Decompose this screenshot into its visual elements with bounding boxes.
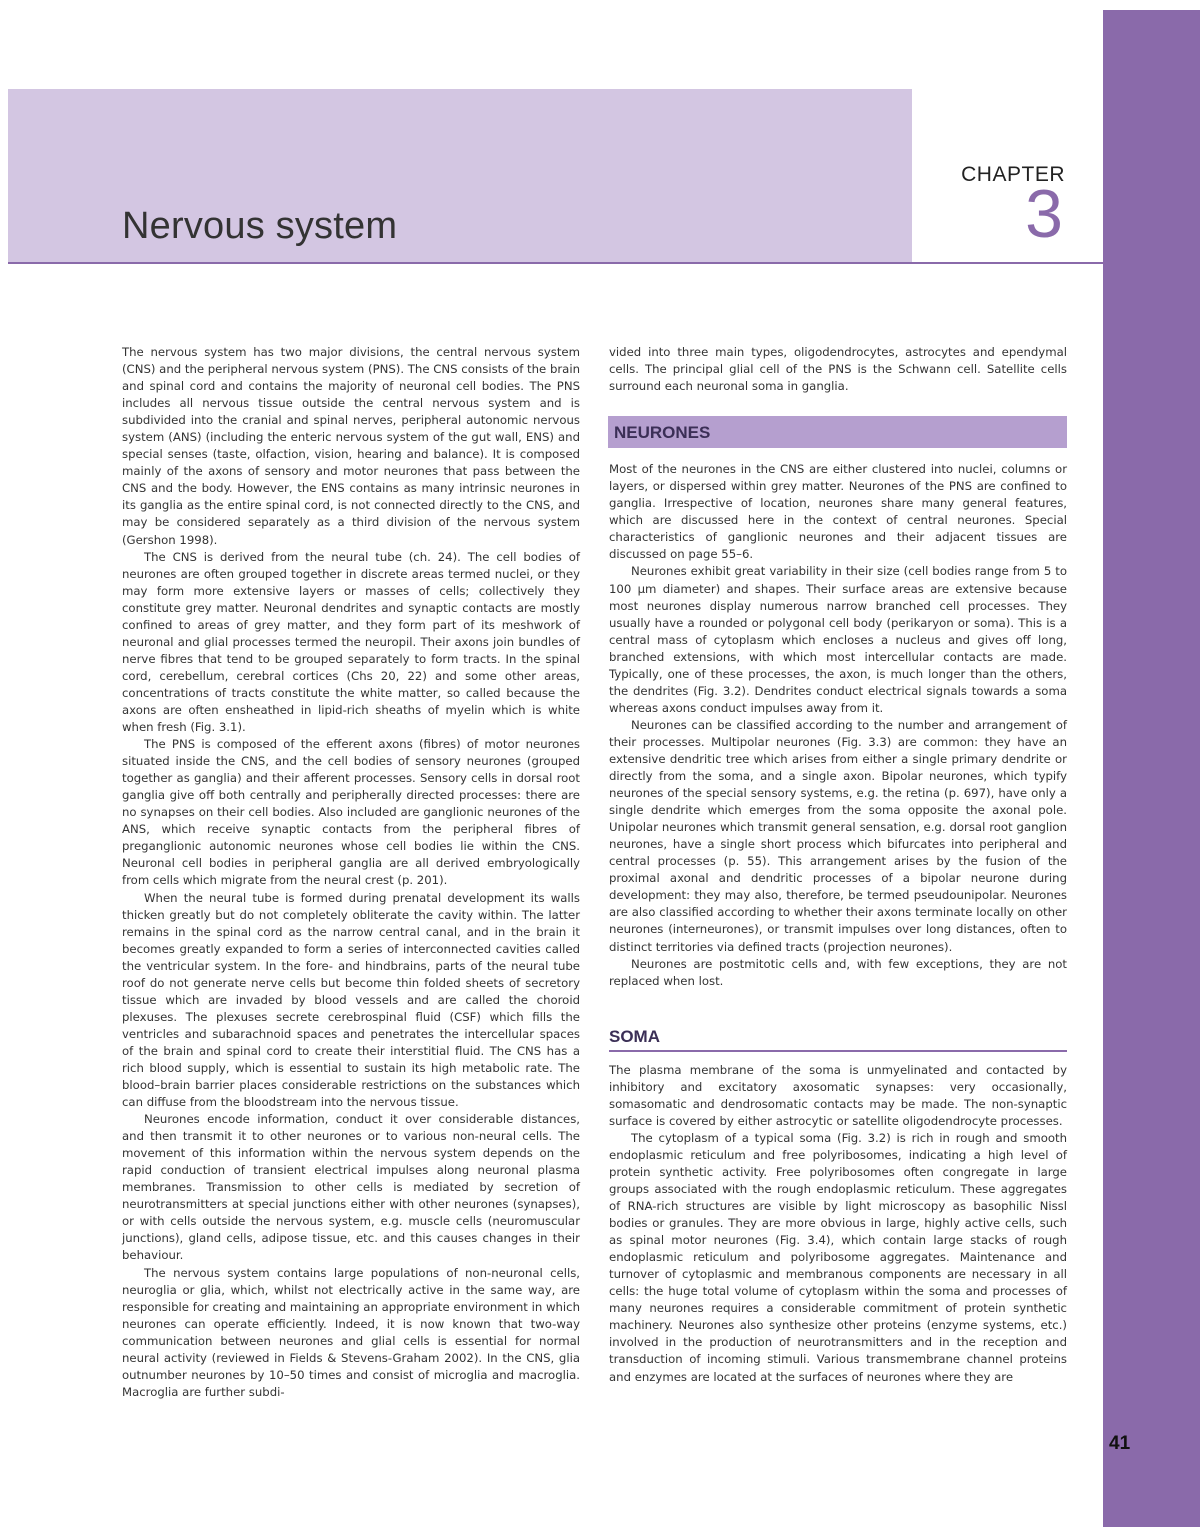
chapter-number: 3	[1025, 176, 1063, 252]
section-heading-soma: SOMA	[609, 1024, 1067, 1052]
section-heading-neurones: NEURONES	[608, 416, 1067, 448]
right-column	[609, 344, 1067, 1386]
paragraph: The plasma membrane of the soma is unmyelinated and contacted by inhibitory and excitatory axosomatic synapses: very occasionally, somasomatic and dendrosomatic contacts may be made. The non-synaptic surface is covered by either astrocytic or satellite oligodendrocyte processes.	[609, 1062, 1067, 1128]
header-rule	[8, 262, 1103, 264]
paragraph: Neurones can be classified according to the number and arrangement of their processes. Multipolar neurones (Fig. 3.3) are common: they have an extensive dendritic tree which arises from either a single primary dendrite or directly from the soma, and a single axon. Bipolar neurones, which typify neurones of the special sensory systems, e.g. the retina (p. 697), have only a single dendrite which emerges from the soma opposite the axonal pole. Unipolar neurones which transmit general sensation, e.g. dorsal root ganglion neurones, have a single short process which bifurcates into peripheral and central processes (p. 55). This arrangement arises by the fusion of the proximal axonal and dendritic processes of a bipolar neurone during development: they may also, therefore, be termed pseudounipolar. Neurones are also classified according to whether their axons terminate locally on other neurones (interneurones), or transmit impulses over long distances, often to distinct territories via defined tracts (projection neurones).	[609, 717, 1067, 954]
paragraph: The nervous system contains large populations of non-neuronal cells, neuroglia or glia, which, whilst not electrically active in the same way, are responsible for creating and maintaining an appropriate environment in which neurones can operate efficiently. Indeed, it is now known that two-way communication between neurones and glial cells is essential for normal neural activity (reviewed in Fields & Stevens-Graham 2002). In the CNS, glia outnumber neurones by 10–50 times and consist of microglia and macroglia. Macroglia are further subdi-	[122, 1265, 580, 1399]
paragraph: The PNS is composed of the efferent axons (fibres) of motor neurones situated inside the CNS, and the cell bodies of sensory neurones (grouped together as ganglia) and their afferent processes. Sensory cells in dorsal root ganglia give off both centrally and peripherally directed processes: there are no synapses on their cell bodies. Also included are ganglionic neurones of the ANS, which receive synaptic contacts from the peripheral fibres of preganglionic autonomic neurones whose cell bodies lie within the CNS. Neuronal cell bodies in peripheral ganglia are all derived embryologically from cells which migrate from the neural crest (p. 201).	[122, 737, 580, 888]
paragraph: When the neural tube is formed during prenatal development its walls thicken greatly but do not completely obliterate the cavity within. The latter remains in the spinal cord as the narrow central canal, and in the brain it becomes greatly expanded to form a series of interconnected cavities called the ventricular system. In the fore- and hindbrains, parts of the neural tube roof do not generate nerve cells but become thin folded sheets of secretory tissue which are invaded by blood vessels and are called the choroid plexuses. The plexuses secrete cerebrospinal fluid (CSF) which fills the ventricles and subarachnoid spaces and penetrates the intercellular spaces of the brain and spinal cord to create their interstitial fluid. The CNS has a rich blood supply, which is essential to sustain its high metabolic rate. The blood–brain barrier places considerable restrictions on the substances which can diffuse from the bloodstream into the nervous tissue.	[122, 890, 580, 1110]
page-number: 41	[1109, 1433, 1131, 1454]
paragraph: The nervous system has two major divisions, the central nervous system (CNS) and the peripheral nervous system (PNS). The CNS consists of the brain and spinal cord and contains the majority of neuronal cell bodies. The PNS includes all nervous tissue outside the central nervous system and is subdivided into the cranial and spinal nerves, peripheral autonomic nervous system (ANS) (including the enteric nervous system of the gut wall, ENS) and special senses (taste, olfaction, vision, hearing and balance). It is composed mainly of the axons of sensory and motor neurones that pass between the CNS and the body. However, the ENS contains as many intrinsic neurones in its ganglia as the entire spinal cord, is not connected directly to the CNS, and may be considered separately as a third division of the nervous system (Gershon 1998).	[122, 345, 580, 547]
paragraph: Most of the neurones in the CNS are either clustered into nuclei, columns or layers, or dispersed within grey matter. Neurones of the PNS are confined to ganglia. Irrespective of location, neurones share many general features, which are discussed here in the context of central neurones. Special characteristics of ganglionic neurones and their adjacent tissues are discussed on page 55–6.	[609, 462, 1067, 562]
paragraph: Neurones are postmitotic cells and, with few exceptions, they are not replaced when lost.	[609, 956, 1067, 988]
header-divider	[912, 89, 914, 264]
paragraph: Neurones encode information, conduct it over considerable distances, and then transmit it to other neurones or to various non-neural cells. The movement of this information within the nervous system depends on the rapid conduction of transient electrical impulses along neuronal plasma membranes. Transmission to other cells is mediated by secretion of neurotransmitters at special junctions either with other neurones (synapses), or with cells outside the nervous system, e.g. muscle cells (neuromuscular junctions), gland cells, adipose tissue, etc. and this causes changes in their behaviour.	[122, 1112, 580, 1263]
chapter-side-tab	[1103, 10, 1200, 1527]
paragraph: The cytoplasm of a typical soma (Fig. 3.2) is rich in rough and smooth endoplasmic reticulum and free polyribosomes, indicating a high level of protein synthetic activity. Free polyribosomes often congregate in large groups associated with the rough endoplasmic reticulum. These aggregates of RNA-rich structures are visible by light microscopy as basophilic Nissl bodies or granules. They are more obvious in large, highly active cells, such as spinal motor neurones (Fig. 3.4), which contain large stacks of rough endoplasmic reticulum and polyribosome aggregates. Maintenance and turnover of cytoplasmic and membranous components are necessary in all cells: the huge total volume of cytoplasm within the soma and processes of many neurones requires a considerable commitment of protein synthetic machinery. Neurones also synthesize other proteins (enzyme systems, etc.) involved in the production of neurotransmitters and in the reception and transduction of incoming stimuli. Various transmembrane channel proteins and enzymes are located at the surfaces of neurones where they are	[609, 1130, 1067, 1384]
paragraph: vided into three main types, oligodendrocytes, astrocytes and ependymal cells. The principal glial cell of the PNS is the Schwann cell. Satellite cells surround each neuronal soma in ganglia.	[609, 345, 1067, 394]
chapter-title: Nervous system	[122, 205, 398, 247]
chapter-label: CHAPTER	[961, 163, 1065, 186]
left-column	[122, 344, 580, 1401]
paragraph: Neurones exhibit great variability in their size (cell bodies range from 5 to 100 µm diameter) and shapes. Their surface areas are extensive because most neurones display numerous narrow branched cell processes. They usually have a rounded or polygonal cell body (perikaryon or soma). This is a central mass of cytoplasm which encloses a nucleus and gives off long, branched extensions, with which most intercellular contacts are made. Typically, one of these processes, the axon, is much longer than the others, the dendrites (Fig. 3.2). Dendrites conduct electrical signals towards a soma whereas axons conduct impulses away from it.	[609, 564, 1067, 715]
paragraph: The CNS is derived from the neural tube (ch. 24). The cell bodies of neurones are often grouped together in discrete areas termed nuclei, or they may form more extensive layers or masses of cells; collectively they constitute grey matter. Neuronal dendrites and synaptic contacts are mostly confined to areas of grey matter, and they form part of its meshwork of neuronal and glial processes termed the neuropil. Their axons join bundles of nerve fibres that tend to be grouped separately to form tracts. In the spinal cord, cerebellum, cerebral cortices (Chs 20, 22) and some other areas, concentrations of tracts constitute the white matter, so called because the axons are often ensheathed in lipid-rich sheaths of myelin which is white when fresh (Fig. 3.1).	[122, 549, 580, 735]
